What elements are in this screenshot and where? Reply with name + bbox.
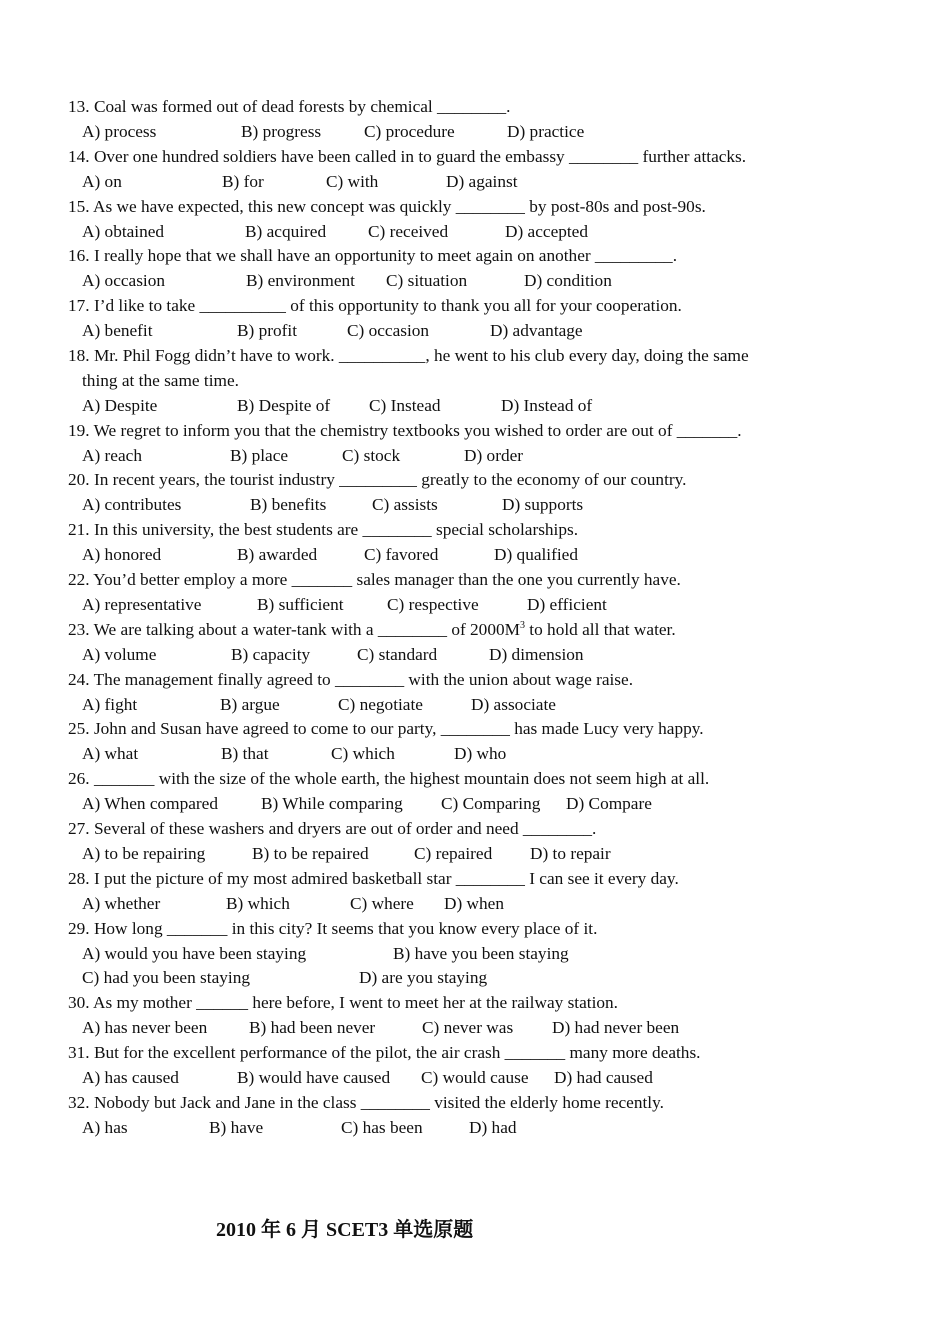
answer-option: A) honored bbox=[82, 545, 162, 565]
answer-option: D) to repair bbox=[530, 843, 611, 863]
answer-option: D) associate bbox=[471, 694, 556, 714]
answer-options bbox=[68, 593, 908, 618]
answer-option: A) benefit bbox=[82, 321, 153, 341]
answer-options bbox=[68, 693, 908, 718]
question-stem: John and Susan have agreed to come to our party, ________ has made Lucy very happy. bbox=[93, 719, 704, 739]
question-number: 32. bbox=[68, 1092, 90, 1112]
answer-option: A) would you have been staying bbox=[82, 943, 307, 963]
answer-option: A) has bbox=[82, 1117, 128, 1137]
question-text bbox=[68, 195, 908, 220]
question-stem: As my mother ______ here before, I went to meet her at the railway station. bbox=[92, 993, 618, 1013]
answer-option: A) process bbox=[82, 121, 157, 141]
answer-option: A) what bbox=[82, 744, 139, 764]
answer-option: A) obtained bbox=[82, 221, 165, 241]
answer-option: D) accepted bbox=[505, 221, 588, 241]
question-stem: Nobody but Jack and Jane in the class ________ visited the elderly home recently. bbox=[93, 1092, 664, 1112]
answer-option: B) place bbox=[230, 445, 289, 465]
answer-option: A) contributes bbox=[82, 495, 182, 515]
answer-option: B) capacity bbox=[231, 644, 311, 664]
question-text bbox=[68, 1091, 908, 1116]
answer-options bbox=[68, 1016, 908, 1041]
question-text-continued: thing at the same time. bbox=[82, 370, 239, 390]
question-stem: You’d better employ a more _______ sales manager than the one you currently have. bbox=[93, 570, 681, 590]
answer-option: A) Despite bbox=[82, 395, 158, 415]
section-heading: 2010 年 6 月 SCET3 单选原题 bbox=[216, 1219, 474, 1241]
question-text bbox=[68, 991, 908, 1016]
answer-options bbox=[68, 170, 908, 195]
answer-options bbox=[68, 1116, 908, 1141]
superscript: 3 bbox=[519, 620, 525, 632]
question-stem: As we have expected, this new concept was quickly ________ by post-80s and post-90s. bbox=[92, 196, 706, 216]
answer-option: B) benefits bbox=[250, 495, 327, 515]
answer-option: D) Instead of bbox=[501, 395, 593, 415]
answer-option: B) have you been staying bbox=[393, 943, 569, 963]
answer-options bbox=[68, 842, 908, 867]
question-number: 28. bbox=[68, 868, 90, 888]
question-number: 20. bbox=[68, 470, 90, 490]
answer-option: C) had you been staying bbox=[82, 968, 250, 988]
answer-option: D) condition bbox=[524, 271, 612, 291]
question-stem: I really hope that we shall have an opportunity to meet again on another _________. bbox=[93, 246, 678, 266]
question-stem: Mr. Phil Fogg didn’t have to work. __________, he went to his club every day, doing the same bbox=[93, 345, 749, 365]
answer-options bbox=[68, 892, 908, 917]
answer-option: C) repaired bbox=[414, 843, 493, 863]
answer-option: D) who bbox=[454, 744, 507, 764]
answer-option: C) negotiate bbox=[338, 694, 423, 714]
answer-option: A) representative bbox=[82, 594, 202, 614]
answer-options bbox=[68, 942, 908, 967]
answer-option: A) has never been bbox=[82, 1018, 208, 1038]
answer-options bbox=[68, 269, 908, 294]
answer-option: B) for bbox=[222, 171, 264, 191]
answer-option: C) where bbox=[350, 893, 414, 913]
question-number: 18. bbox=[68, 345, 90, 365]
question-text bbox=[68, 1041, 908, 1066]
answer-option: D) advantage bbox=[490, 321, 583, 341]
answer-option: D) against bbox=[446, 171, 518, 191]
question-text bbox=[68, 244, 908, 269]
question-text bbox=[68, 867, 908, 892]
answer-option: C) received bbox=[368, 221, 449, 241]
answer-option: B) While comparing bbox=[261, 794, 403, 814]
question-stem-end: to hold all that water. bbox=[524, 619, 676, 639]
answer-option: C) Comparing bbox=[441, 794, 541, 814]
answer-option: D) had never been bbox=[552, 1018, 680, 1038]
question-text bbox=[68, 419, 908, 444]
answer-options bbox=[68, 444, 908, 469]
answer-option: C) stock bbox=[342, 445, 401, 465]
answer-option: D) supports bbox=[502, 495, 584, 515]
answer-option: C) would cause bbox=[421, 1068, 529, 1088]
answer-option: A) has caused bbox=[82, 1068, 179, 1088]
question-text bbox=[68, 344, 908, 369]
answer-option: C) standard bbox=[357, 644, 438, 664]
answer-options bbox=[68, 220, 908, 245]
question-stem: Coal was formed out of dead forests by chemical ________. bbox=[93, 97, 511, 116]
answer-option: B) which bbox=[226, 893, 290, 913]
answer-options bbox=[68, 543, 908, 568]
answer-option: B) to be repaired bbox=[252, 843, 369, 863]
question-number: 23. bbox=[68, 619, 90, 639]
question-number: 17. bbox=[68, 296, 90, 316]
answer-option: C) procedure bbox=[364, 121, 455, 141]
question-number: 31. bbox=[68, 1043, 90, 1063]
answer-option: B) have bbox=[209, 1117, 264, 1137]
answer-option: D) qualified bbox=[494, 545, 578, 565]
question-text bbox=[68, 468, 908, 493]
answer-option: B) acquired bbox=[245, 221, 327, 241]
question-number: 26. bbox=[68, 769, 90, 789]
question-stem: In this university, the best students are ________ special scholarships. bbox=[93, 520, 579, 540]
question-text bbox=[68, 568, 908, 593]
question-text bbox=[68, 717, 908, 742]
answer-option: A) on bbox=[82, 171, 122, 191]
answer-option: C) situation bbox=[386, 271, 468, 291]
question-number: 16. bbox=[68, 246, 90, 266]
question-text bbox=[68, 95, 908, 120]
answer-option: B) Despite of bbox=[237, 395, 331, 415]
answer-option: B) would have caused bbox=[237, 1068, 391, 1088]
answer-option: A) reach bbox=[82, 445, 142, 465]
answer-option: C) assists bbox=[372, 495, 438, 515]
question-stem: In recent years, the tourist industry _________ greatly to the economy of our country. bbox=[93, 470, 687, 490]
question-stem: We regret to inform you that the chemistry textbooks you wished to order are out of _______. bbox=[93, 420, 742, 440]
question-number: 13. bbox=[68, 97, 90, 116]
question-number: 24. bbox=[68, 669, 90, 689]
answer-option: C) has been bbox=[341, 1117, 423, 1137]
answer-option: C) never was bbox=[422, 1018, 514, 1038]
question-number: 15. bbox=[68, 196, 90, 216]
answer-option: D) are you staying bbox=[359, 968, 488, 988]
answer-option: B) argue bbox=[220, 694, 280, 714]
answer-option: A) When compared bbox=[82, 794, 218, 814]
question-number: 29. bbox=[68, 918, 90, 938]
answer-option: C) Instead bbox=[369, 395, 441, 415]
question-number: 19. bbox=[68, 420, 90, 440]
answer-option: B) profit bbox=[237, 321, 297, 341]
answer-option: D) had bbox=[469, 1117, 517, 1137]
question-text bbox=[68, 817, 908, 842]
question-stem: Several of these washers and dryers are out of order and need ________. bbox=[93, 819, 597, 839]
answer-option: A) volume bbox=[82, 644, 157, 664]
answer-option: A) to be repairing bbox=[82, 843, 206, 863]
question-stem: The management finally agreed to ________ with the union about wage raise. bbox=[93, 669, 634, 689]
answer-option: B) environment bbox=[246, 271, 355, 291]
answer-option: B) sufficient bbox=[257, 594, 344, 614]
question-stem: We are talking about a water-tank with a ________ of 2000M bbox=[93, 619, 520, 639]
answer-option: B) had been never bbox=[249, 1018, 376, 1038]
question-number: 27. bbox=[68, 819, 90, 839]
question-text bbox=[68, 668, 908, 693]
question-number: 14. bbox=[68, 146, 90, 166]
question-list bbox=[68, 95, 908, 1141]
answer-option: C) which bbox=[331, 744, 395, 764]
question-number: 30. bbox=[68, 993, 90, 1013]
answer-option: B) progress bbox=[241, 121, 322, 141]
question-text bbox=[68, 767, 908, 792]
question-stem: I put the picture of my most admired basketball star ________ I can see it every day. bbox=[93, 868, 679, 888]
question-number: 25. bbox=[68, 719, 90, 739]
answer-option: D) order bbox=[464, 445, 524, 465]
answer-options bbox=[68, 120, 908, 145]
answer-option: D) efficient bbox=[527, 594, 607, 614]
question-stem: _______ with the size of the whole earth, the highest mountain does not seem high at all. bbox=[93, 769, 710, 789]
answer-options bbox=[68, 1066, 908, 1091]
answer-option: D) practice bbox=[507, 121, 585, 141]
question-text bbox=[68, 145, 908, 170]
answer-option: C) respective bbox=[387, 594, 479, 614]
answer-options bbox=[68, 319, 908, 344]
answer-option: D) when bbox=[444, 893, 504, 913]
answer-option: A) fight bbox=[82, 694, 138, 714]
answer-option: B) awarded bbox=[237, 545, 318, 565]
answer-option: D) dimension bbox=[489, 644, 584, 664]
answer-options bbox=[68, 394, 908, 419]
answer-options bbox=[68, 493, 908, 518]
answer-options bbox=[68, 792, 908, 817]
question-text bbox=[68, 618, 908, 643]
question-text bbox=[68, 518, 908, 543]
question-number: 22. bbox=[68, 570, 90, 590]
answer-option: A) occasion bbox=[82, 271, 166, 291]
answer-options bbox=[68, 742, 908, 767]
answer-option: A) whether bbox=[82, 893, 161, 913]
answer-option: C) favored bbox=[364, 545, 439, 565]
question-text bbox=[68, 294, 908, 319]
answer-options bbox=[68, 966, 908, 991]
answer-option: C) occasion bbox=[347, 321, 430, 341]
answer-options bbox=[68, 643, 908, 668]
question-stem: But for the excellent performance of the pilot, the air crash _______ many more deaths. bbox=[93, 1043, 701, 1063]
question-stem: Over one hundred soldiers have been called in to guard the embassy ________ further attacks. bbox=[93, 146, 747, 166]
question-text bbox=[68, 917, 908, 942]
answer-option: B) that bbox=[221, 744, 269, 764]
question-number: 21. bbox=[68, 520, 90, 540]
answer-option: C) with bbox=[326, 171, 379, 191]
answer-option: D) Compare bbox=[566, 794, 652, 814]
answer-option: D) had caused bbox=[554, 1068, 653, 1088]
question-stem: I’d like to take __________ of this opportunity to thank you all for your cooperation. bbox=[93, 296, 682, 316]
question-stem: How long _______ in this city? It seems that you know every place of it. bbox=[93, 918, 598, 938]
